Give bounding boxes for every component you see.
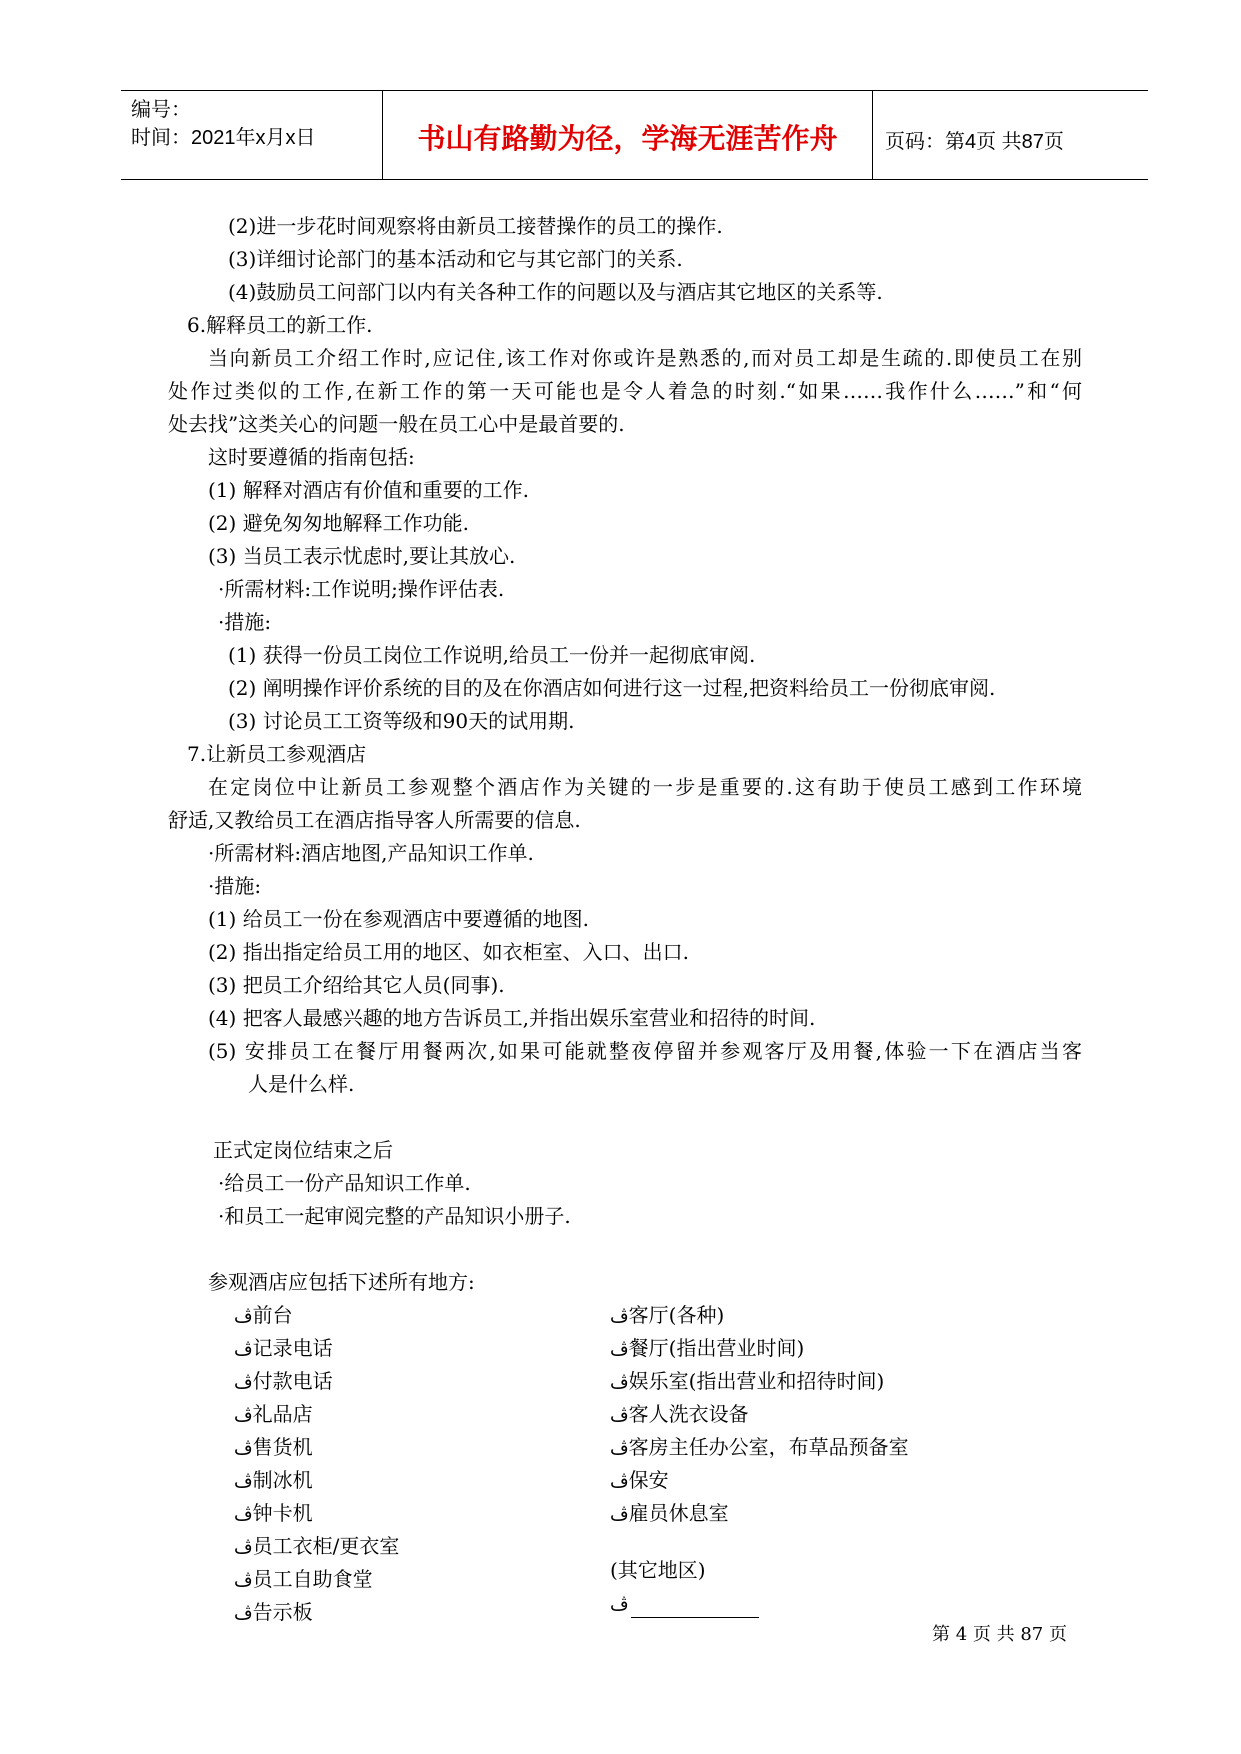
text-line: ·给员工一份产品知识工作单. xyxy=(218,1171,471,1195)
section-heading: 7.让新员工参观酒店 xyxy=(187,742,367,766)
text-line: ·措施: xyxy=(218,610,272,634)
checklist-item-label: 客房主任办公室，布草品预备室 xyxy=(628,1435,909,1459)
checkbox-bullet-icon: ڤ xyxy=(610,1438,629,1459)
other-area-label: (其它地区) xyxy=(610,1558,706,1582)
checkbox-bullet-icon: ڤ xyxy=(610,1372,629,1393)
list-item: (2) 指出指定给员工用的地区、如衣柜室、入口、出口. xyxy=(208,940,690,964)
checklist-item xyxy=(610,1467,669,1495)
blank-line xyxy=(631,1595,759,1618)
checkbox-bullet-icon: ڤ xyxy=(610,1405,629,1426)
list-item: (2) 阐明操作评价系统的目的及在你酒店如何进行这一过程,把资料给员工一份彻底审阅. xyxy=(228,676,996,700)
checklist-item xyxy=(234,1467,313,1495)
checklist-item xyxy=(234,1500,313,1528)
header-motto-cell xyxy=(383,91,873,179)
checkbox-bullet-icon: ڤ xyxy=(234,1438,253,1459)
checkbox-bullet-icon: ڤ xyxy=(234,1339,253,1360)
text-line: ·所需材料:酒店地图,产品知识工作单. xyxy=(208,841,534,865)
checklist-item-label: 客人洗衣设备 xyxy=(628,1402,749,1426)
checklist-item-label: 员工自助食堂 xyxy=(252,1567,373,1591)
checkbox-bullet-icon: ڤ xyxy=(234,1372,253,1393)
checkbox-bullet-icon: ڤ xyxy=(234,1471,253,1492)
checklist-item xyxy=(610,1302,724,1330)
checkbox-bullet-icon: ڤ xyxy=(234,1603,253,1624)
checklist-item xyxy=(610,1401,749,1429)
list-item: (1) 获得一份员工岗位工作说明,给员工一份并一起彻底审阅. xyxy=(228,643,756,667)
checklist-item-label: 餐厅(指出营业时间) xyxy=(628,1336,805,1360)
checklist-item-label: 礼品店 xyxy=(252,1402,313,1426)
checklist-item xyxy=(610,1434,909,1462)
checklist-item xyxy=(610,1368,884,1396)
checklist-item xyxy=(234,1368,333,1396)
checklist-item-label: 钟卡机 xyxy=(252,1501,313,1525)
checklist-item xyxy=(234,1401,313,1429)
checklist-item-label: 前台 xyxy=(252,1303,293,1327)
checklist-item-label: 娱乐室(指出营业和招待时间) xyxy=(628,1369,885,1393)
checkbox-bullet-icon: ڤ xyxy=(234,1537,253,1558)
checklist-item-label: 客厅(各种) xyxy=(628,1303,725,1327)
text-line: ·措施: xyxy=(208,874,262,898)
text-line: (3)详细讨论部门的基本活动和它与其它部门的关系. xyxy=(228,247,683,271)
list-item: (3) 讨论员工工资等级和90天的试用期. xyxy=(228,709,575,733)
checkbox-bullet-icon: ڤ xyxy=(610,1504,629,1525)
checklist-item xyxy=(234,1566,373,1594)
checklist-item-label: 售货机 xyxy=(252,1435,313,1459)
text-line: 处去找”这类关心的问题一般在员工心中是最首要的. xyxy=(168,412,625,436)
text-line: 这时要遵循的指南包括: xyxy=(208,445,415,469)
checklist-item-label: 保安 xyxy=(628,1468,669,1492)
checklist-item xyxy=(234,1302,293,1330)
checkbox-bullet-icon: ڤ xyxy=(234,1570,253,1591)
list-item: (3) 当员工表示忧虑时,要让其放心. xyxy=(208,544,516,568)
checklist-item xyxy=(234,1335,333,1363)
header-page-cell xyxy=(873,91,1148,179)
checklist-item-label: 付款电话 xyxy=(252,1369,333,1393)
other-area-blank xyxy=(610,1590,759,1618)
text-line: (2)进一步花时间观察将由新员工接替操作的员工的操作. xyxy=(228,214,723,238)
document-time-label: 时间：2021年x月x日 xyxy=(131,127,316,149)
checkbox-bullet-icon: ڤ xyxy=(610,1339,629,1360)
page-footer: 第 4 页 共 87 页 xyxy=(932,1624,1067,1645)
checklist-item xyxy=(234,1599,313,1627)
checkbox-bullet-icon: ڤ xyxy=(610,1306,629,1327)
text-line: 在定岗位中让新员工参观整个酒店作为关键的一步是重要的.这有助于使员工感到工作环境 xyxy=(208,775,1082,799)
header-motto: 书山有路勤为径，学海无涯苦作舟 xyxy=(417,122,838,155)
page-header xyxy=(121,90,1148,180)
list-item: (5) 安排员工在餐厅用餐两次,如果可能就整夜停留并参观客厅及用餐,体验一下在酒店当客 xyxy=(208,1039,1082,1063)
checklist-item-label: 制冰机 xyxy=(252,1468,313,1492)
checklist-item xyxy=(234,1533,399,1561)
checklist-item-label: 告示板 xyxy=(252,1600,313,1624)
checklist-item xyxy=(610,1500,729,1528)
header-page-number: 页码：第4页 共87页 xyxy=(885,131,1064,153)
list-item: (1) 给员工一份在参观酒店中要遵循的地图. xyxy=(208,907,590,931)
document-number-label: 编号： xyxy=(131,99,191,121)
checklist-item-label: 员工衣柜/更衣室 xyxy=(252,1534,400,1558)
text-line: 处作过类似的工作,在新工作的第一天可能也是令人着急的时刻.“如果……我作什么……”和“何 xyxy=(168,379,1082,403)
text-line: ·所需材料:工作说明;操作评估表. xyxy=(218,577,505,601)
header-meta-cell xyxy=(121,91,383,179)
list-item: (1) 解释对酒店有价值和重要的工作. xyxy=(208,478,530,502)
list-item: (4) 把客人最感兴趣的地方告诉员工,并指出娱乐室营业和招待的时间. xyxy=(208,1006,816,1030)
checklist-item-label: 雇员休息室 xyxy=(628,1501,729,1525)
checkbox-bullet-icon: ڤ xyxy=(610,1471,629,1492)
checkbox-bullet-icon: ڤ xyxy=(234,1306,253,1327)
checklist-item-label: 记录电话 xyxy=(252,1336,333,1360)
checklist-item xyxy=(234,1434,313,1462)
text-line: 舒适,又教给员工在酒店指导客人所需要的信息. xyxy=(168,808,581,832)
text-line: 正式定岗位结束之后 xyxy=(213,1138,393,1162)
checkbox-bullet-icon: ڤ xyxy=(610,1594,629,1615)
text-line: 参观酒店应包括下述所有地方: xyxy=(208,1270,475,1294)
list-item: (2) 避免匆匆地解释工作功能. xyxy=(208,511,470,535)
text-line: 当向新员工介绍工作时,应记住,该工作对你或许是熟悉的,而对员工却是生疏的.即使员工在别 xyxy=(208,346,1082,370)
checkbox-bullet-icon: ڤ xyxy=(234,1504,253,1525)
list-item: (3) 把员工介绍给其它人员(同事). xyxy=(208,973,505,997)
section-heading: 6.解释员工的新工作. xyxy=(187,313,373,337)
checklist-item xyxy=(610,1335,804,1363)
text-line: (4)鼓励员工问部门以内有关各种工作的问题以及与酒店其它地区的关系等. xyxy=(228,280,883,304)
checkbox-bullet-icon: ڤ xyxy=(234,1405,253,1426)
text-line: 人是什么样. xyxy=(248,1072,355,1096)
text-line: ·和员工一起审阅完整的产品知识小册子. xyxy=(218,1204,571,1228)
